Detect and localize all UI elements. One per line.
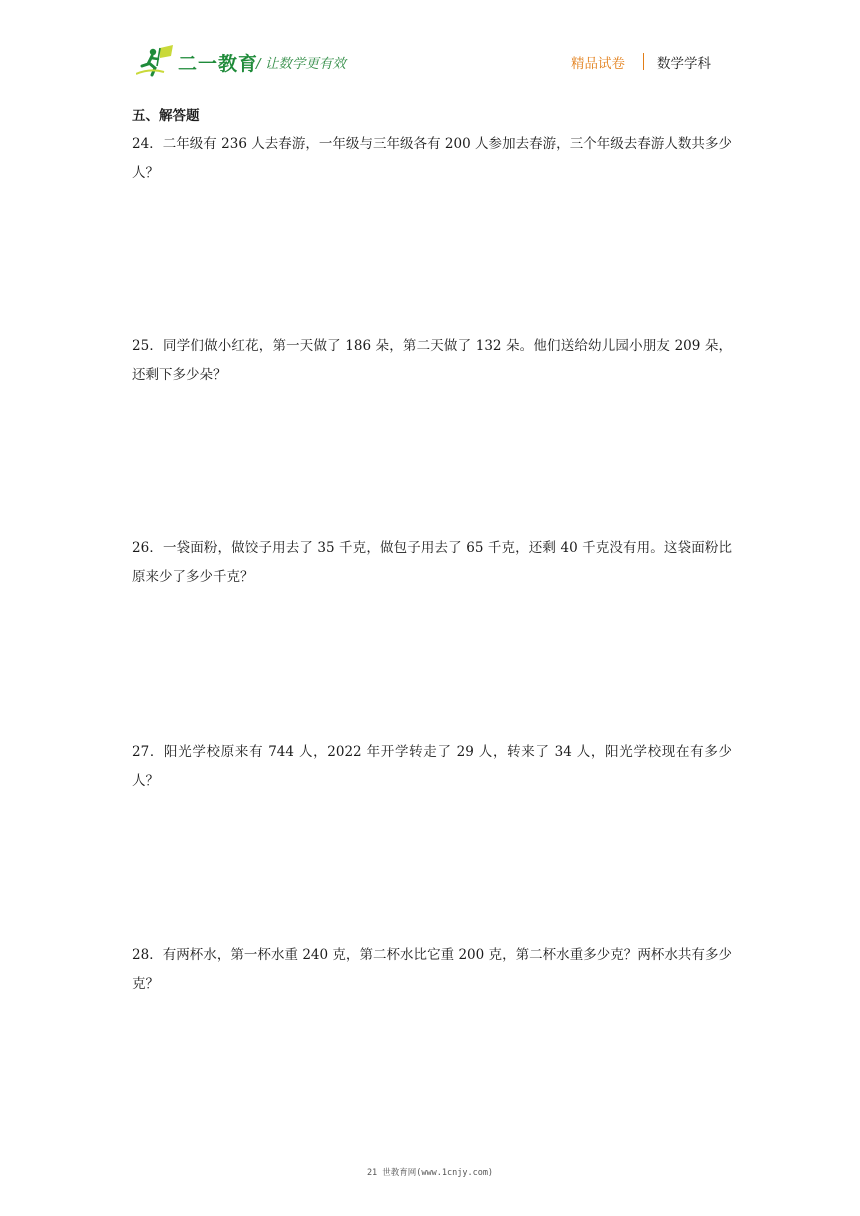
page-header (0, 0, 860, 100)
header-divider (643, 53, 644, 70)
brand-slogan: / 让数学更有效 (256, 56, 346, 72)
quality-badge: 精品试卷 (571, 56, 625, 72)
question-28: 28．有两杯水，第一杯水重 240 克，第二杯水比它重 200 克，第二杯水重多少克？两杯水共有多少克？ (132, 947, 732, 992)
question-26: 26．一袋面粉，做饺子用去了 35 千克，做包子用去了 65 千克，还剩 40 千克没有用。这袋面粉比原来少了多少千克？ (132, 540, 732, 585)
question-24: 24．二年级有 236 人去春游，一年级与三年级各有 200 人参加去春游，三个年级去春游人数共多少人？ (132, 136, 732, 181)
section-title: 五、解答题 (132, 108, 200, 124)
subject-label: 数学学科 (657, 56, 711, 72)
question-27: 27．阳光学校原来有 744 人，2022 年开学转走了 29 人，转来了 34 人，阳光学校现在有多少人？ (132, 744, 732, 789)
question-25: 25．同学们做小红花，第一天做了 186 朵，第二天做了 132 朵。他们送给幼儿园小朋友 209 朵，还剩下多少朵？ (132, 338, 732, 383)
brand-name: 二一教育 (178, 53, 259, 75)
runner-with-flag-icon (136, 44, 176, 78)
page-footer: 21 世教育网(www.1cnjy.com) (366, 1168, 494, 1178)
